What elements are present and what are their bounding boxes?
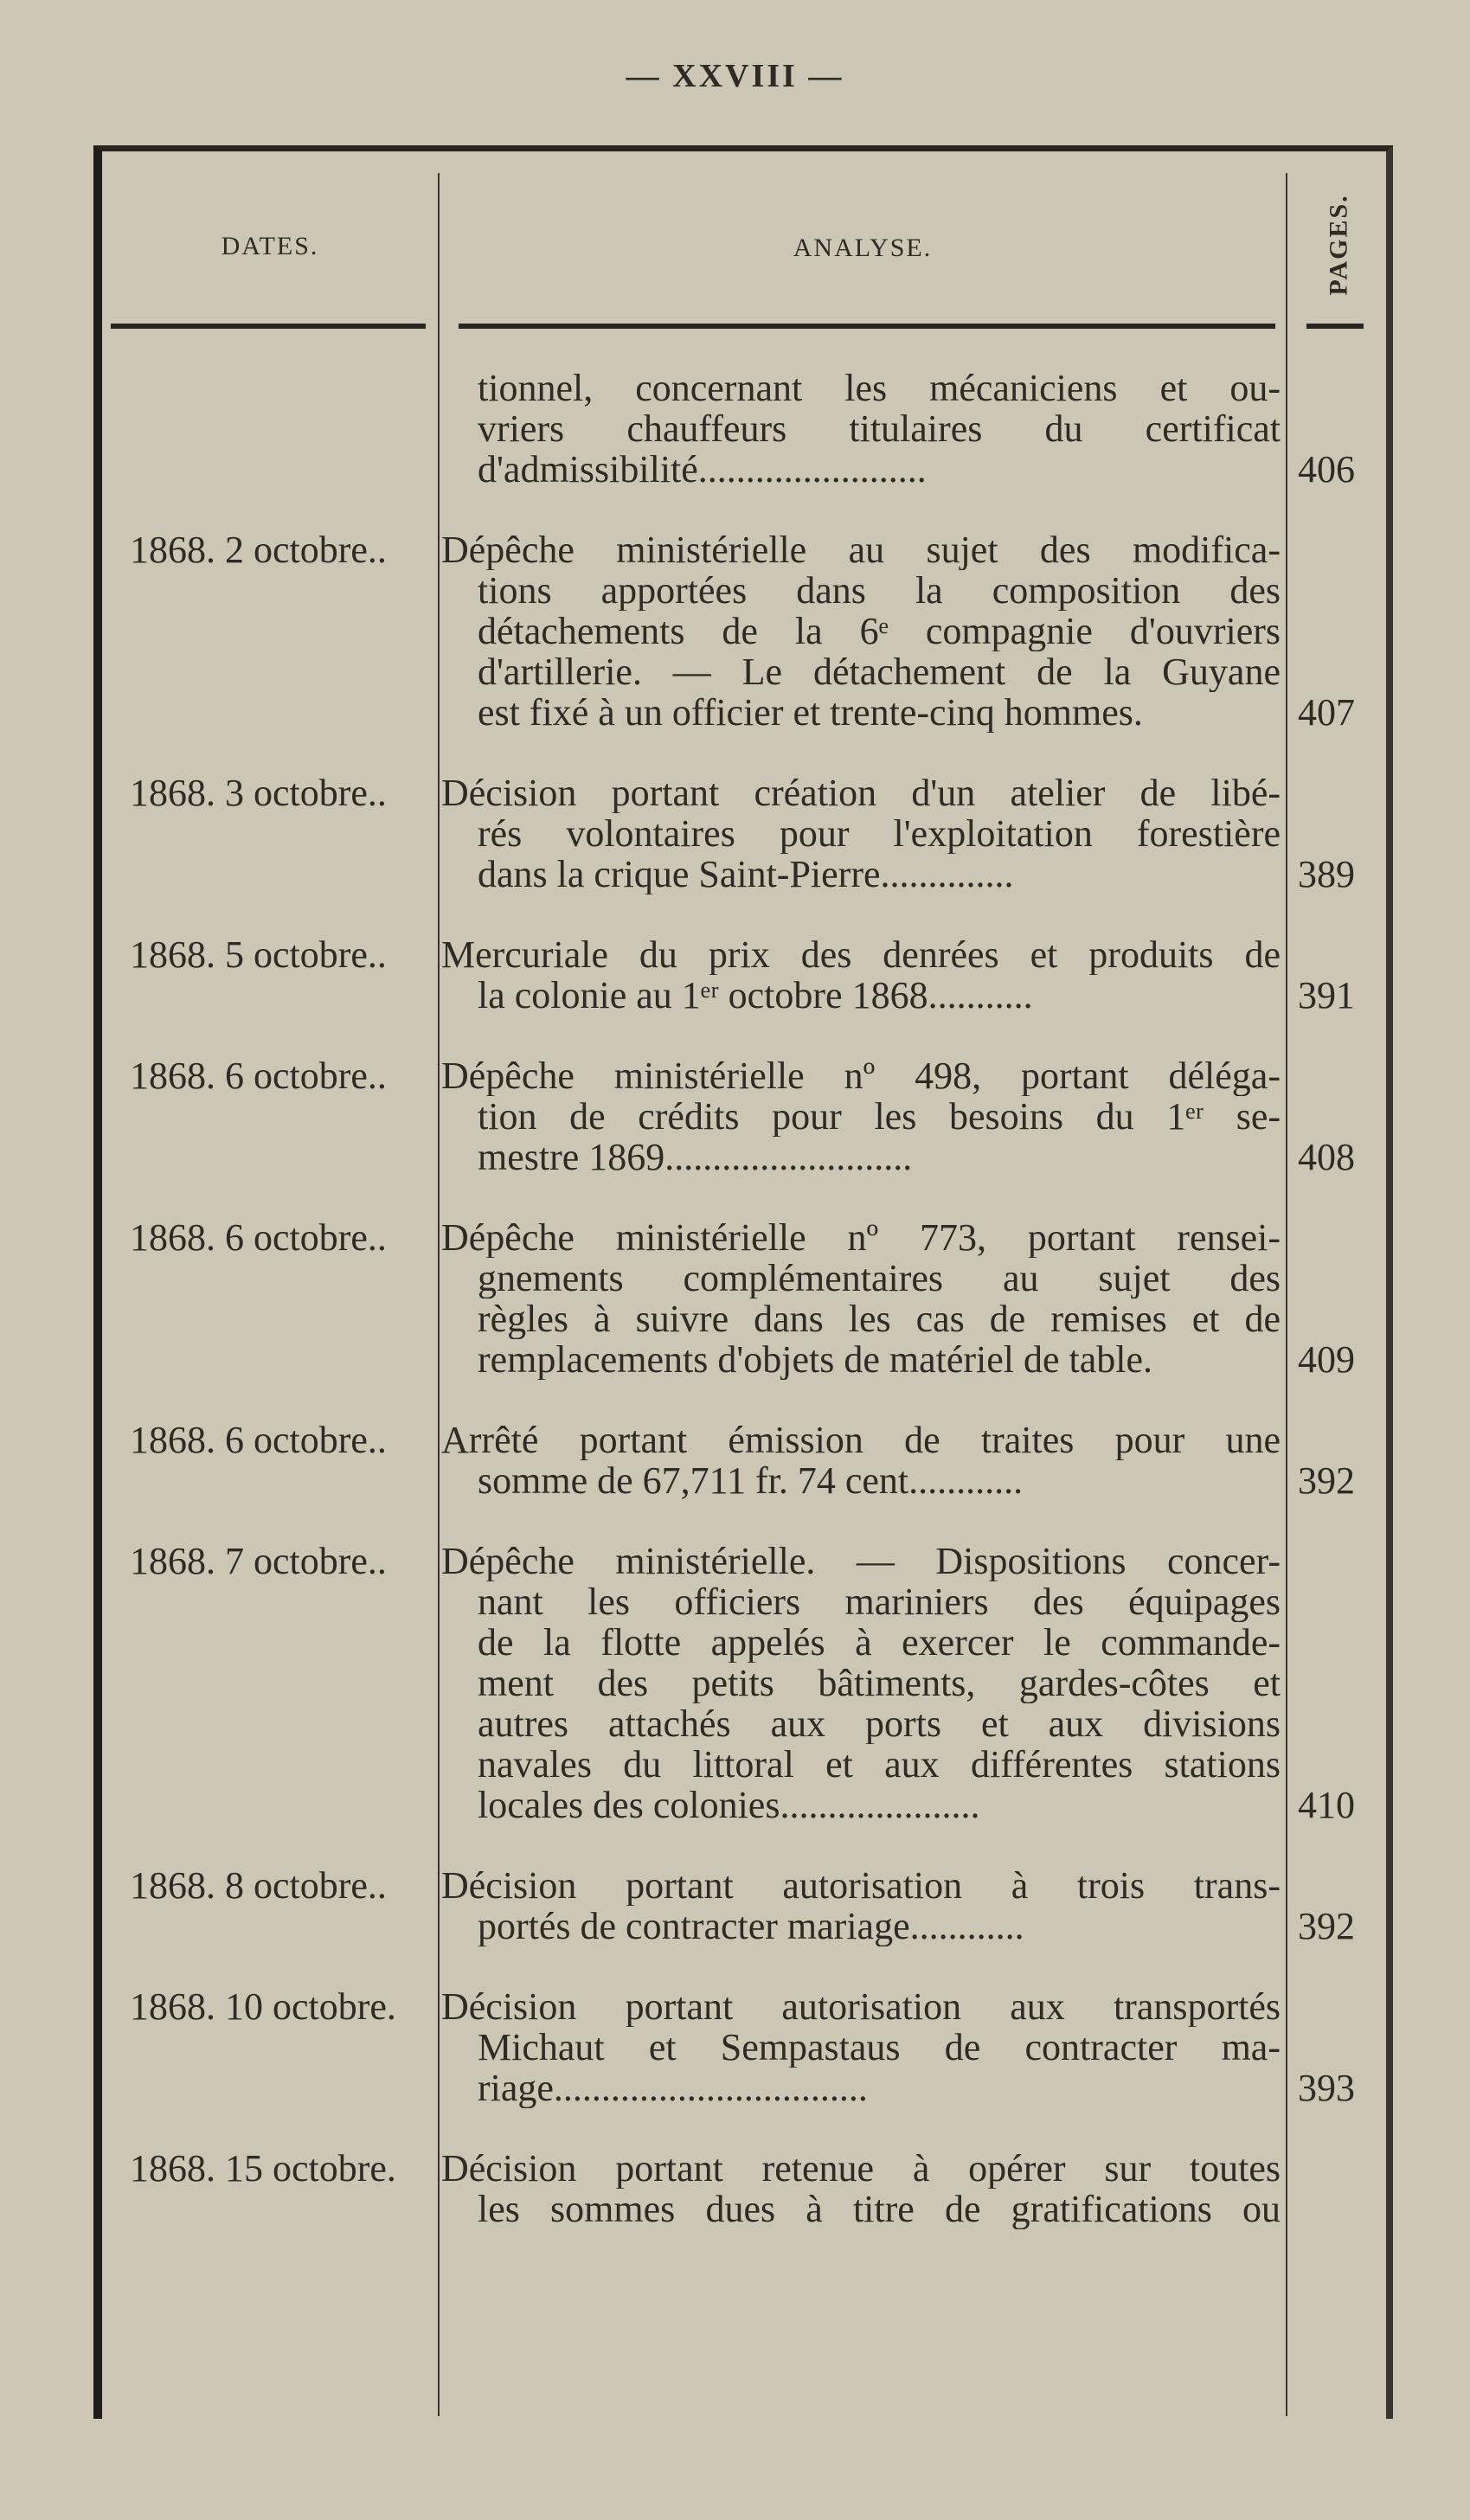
entry-analysis-line: règles à suivre dans les cas de remises et de [478, 1298, 1281, 1339]
list-item [102, 529, 1383, 733]
list-item [102, 1865, 1383, 1946]
entry-page-number: 389 [1298, 853, 1355, 895]
list-item [102, 1986, 1383, 2108]
entry-date: 1868. 3 octobre.. [130, 772, 387, 814]
entry-analysis-line: mestre 1869.......................... [478, 1137, 913, 1177]
entry-analysis [441, 368, 1281, 490]
entry-analysis-line: Dépêche ministérielle au sujet des modifica- [441, 529, 1281, 570]
entry-page-number: 410 [1298, 1784, 1355, 1826]
entry-analysis-line: d'admissibilité........................ [478, 449, 927, 490]
entry-analysis [441, 773, 1281, 895]
entry-analysis-line: portés de contracter mariage............ [478, 1906, 1024, 1946]
entry-date: 1868. 15 octobre. [130, 2147, 396, 2190]
entry-analysis-line: autres attachés aux ports et aux divisions [478, 1703, 1281, 1744]
page-header: — XXVIII — [626, 58, 844, 94]
entry-analysis-line: locales des colonies..................... [478, 1785, 980, 1825]
list-item [102, 1055, 1383, 1177]
entry-date: 1868. 2 octobre.. [130, 529, 387, 571]
list-item [102, 368, 1383, 490]
entry-page-number: 409 [1298, 1338, 1355, 1381]
entry-analysis-line: Dépêche ministérielle nº 773, portant rensei- [441, 1217, 1281, 1258]
entry-analysis [441, 529, 1281, 733]
entry-analysis [441, 1865, 1281, 1946]
entry-date: 1868. 6 octobre.. [130, 1055, 387, 1097]
entry-analysis-line: gnements complémentaires au sujet des [478, 1258, 1281, 1298]
entry-analysis-line: les sommes dues à titre de gratifications ou [478, 2189, 1281, 2229]
entry-analysis-line: Arrêté portant émission de traites pour une [441, 1420, 1281, 1460]
entry-analysis-line: Décision portant création d'un atelier de libé- [441, 773, 1281, 813]
column-header-dates: DATES. [221, 232, 319, 260]
entry-analysis-line: de la flotte appelés à exercer le commande- [478, 1622, 1281, 1663]
entry-date: 1868. 8 octobre.. [130, 1864, 387, 1907]
list-item [102, 934, 1383, 1016]
entry-analysis-line: tions apportées dans la composition des [478, 570, 1281, 611]
header-rule [1306, 324, 1364, 329]
entry-analysis-line: rés volontaires pour l'exploitation forestière [478, 813, 1281, 854]
table-header [102, 154, 1386, 327]
entry-page-number: 393 [1298, 2067, 1355, 2109]
entry-analysis-line: navales du littoral et aux différentes stations [478, 1744, 1281, 1785]
entry-page-number: 392 [1298, 1905, 1355, 1947]
entry-page-number: 391 [1298, 974, 1355, 1016]
entry-analysis-line: tionnel, concernant les mécaniciens et ou- [478, 368, 1281, 408]
entry-analysis-line: est fixé à un officier et trente-cinq hommes. [478, 692, 1143, 733]
header-rule [459, 324, 1275, 329]
entry-analysis-line: Dépêche ministérielle nº 498, portant déléga- [441, 1055, 1281, 1096]
entry-page-number: 408 [1298, 1136, 1355, 1178]
entry-analysis-line: d'artillerie. — Le détachement de la Guyane [478, 651, 1281, 692]
entry-date: 1868. 5 octobre.. [130, 933, 387, 976]
entry-analysis-line: Décision portant autorisation à trois trans- [441, 1865, 1281, 1906]
entry-date [102, 368, 441, 490]
list-item [102, 1541, 1383, 1825]
entry-analysis-line: remplacements d'objets de matériel de table. [478, 1339, 1153, 1380]
entry-analysis [441, 1986, 1281, 2108]
entry-analysis-line: ment des petits bâtiments, gardes-côtes et [478, 1663, 1281, 1703]
entry-page-number: 392 [1298, 1459, 1355, 1502]
entry-date: 1868. 6 octobre.. [130, 1419, 387, 1461]
entry-analysis-line: vriers chauffeurs titulaires du certificat [478, 408, 1281, 449]
entry-page-number: 407 [1298, 691, 1355, 734]
entry-analysis-line: Mercuriale du prix des denrées et produits de [441, 934, 1281, 975]
entry-analysis-line: détachements de la 6ᵉ compagnie d'ouvriers [478, 611, 1281, 651]
column-header-pages: PAGES. [1325, 194, 1354, 296]
header-rule [111, 324, 426, 329]
entries-list [102, 368, 1383, 2269]
list-item [102, 1217, 1383, 1380]
entry-analysis [441, 1541, 1281, 1825]
entry-analysis [441, 934, 1281, 1016]
entry-analysis [441, 1420, 1281, 1501]
entry-analysis [441, 1217, 1281, 1380]
entry-analysis-line: riage................................. [478, 2068, 868, 2108]
list-item [102, 2148, 1383, 2229]
column-header-analyse: ANALYSE. [793, 234, 933, 262]
entry-date: 1868. 7 octobre.. [130, 1540, 387, 1582]
entry-analysis [441, 1055, 1281, 1177]
entry-analysis-line: Décision portant retenue à opérer sur toutes [441, 2148, 1281, 2189]
entry-date: 1868. 6 octobre.. [130, 1216, 387, 1259]
entry-analysis-line: somme de 67,711 fr. 74 cent............ [478, 1460, 1024, 1501]
entry-analysis [441, 2148, 1281, 2229]
entry-analysis-line: nant les officiers mariniers des équipages [478, 1581, 1281, 1622]
entry-page-number: 406 [1298, 448, 1355, 491]
list-item [102, 1420, 1383, 1501]
entry-analysis-line: tion de crédits pour les besoins du 1ᵉʳ se- [478, 1096, 1281, 1137]
entry-analysis-line: Michaut et Sempastaus de contracter ma- [478, 2027, 1281, 2068]
entry-analysis-line: la colonie au 1ᵉʳ octobre 1868........... [478, 975, 1033, 1016]
list-item [102, 773, 1383, 895]
entry-analysis-line: dans la crique Saint-Pierre.............. [478, 854, 1014, 895]
entry-analysis-line: Décision portant autorisation aux transportés [441, 1986, 1281, 2027]
entry-date: 1868. 10 octobre. [130, 1985, 396, 2028]
entry-analysis-line: Dépêche ministérielle. — Dispositions concer- [441, 1541, 1281, 1581]
